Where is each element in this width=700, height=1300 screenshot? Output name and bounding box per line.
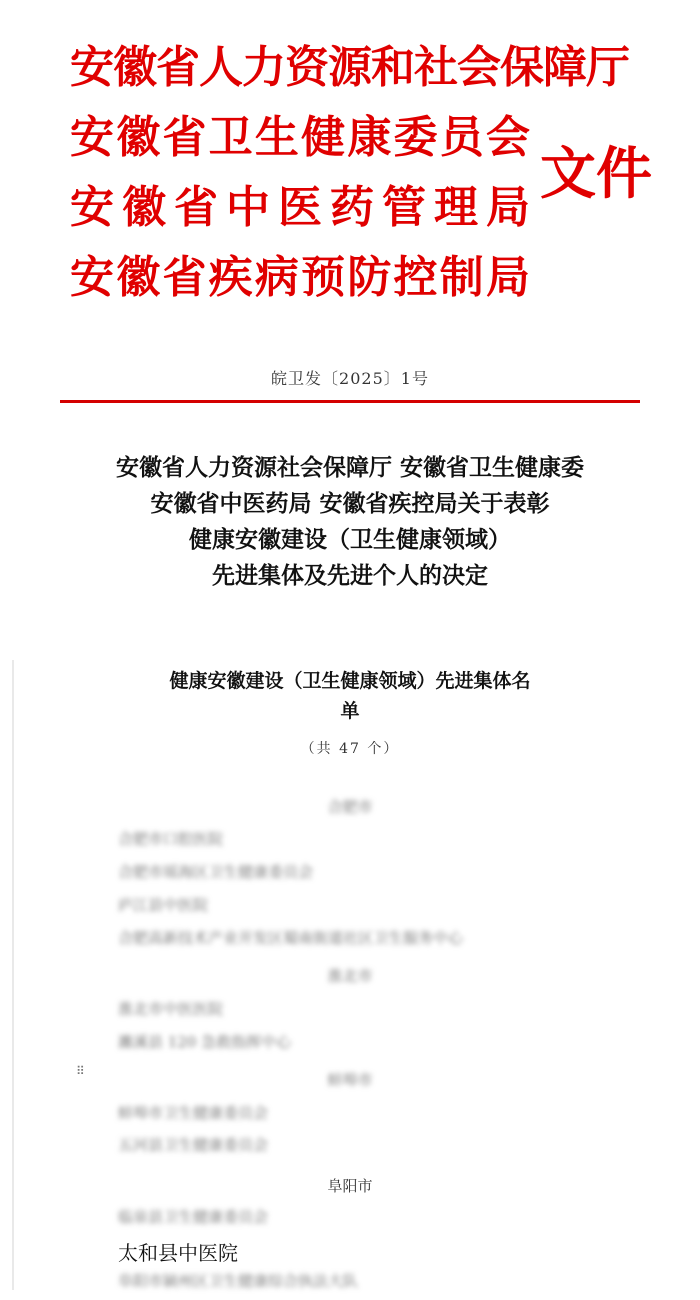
issuer-char: 安 bbox=[70, 112, 114, 163]
issuer-char: 医 bbox=[278, 182, 322, 233]
section-city-heading: 阜阳市 bbox=[327, 1177, 373, 1195]
issuer-line-tcm bbox=[70, 180, 530, 236]
list-item: 合肥市瑶海区卫生健康委员会 bbox=[118, 863, 314, 881]
name-list-title bbox=[0, 666, 700, 726]
issuer-char: 和 bbox=[371, 42, 414, 93]
issuer-char: 理 bbox=[434, 182, 478, 233]
issuer-char: 病 bbox=[254, 252, 299, 303]
list-item: 五河县卫生健康委员会 bbox=[118, 1136, 269, 1154]
issuer-char: 厅 bbox=[586, 42, 629, 93]
issuer-char: 徽 bbox=[116, 252, 161, 303]
issuer-char: 省 bbox=[162, 112, 207, 163]
drag-handle-icon[interactable]: ⠿ bbox=[76, 1064, 86, 1078]
name-list-title-line: 单 bbox=[340, 700, 360, 722]
issuer-char: 药 bbox=[330, 182, 374, 233]
letterhead-red-rule bbox=[60, 400, 640, 403]
issuer-char: 社 bbox=[414, 42, 457, 93]
issuer-char: 源 bbox=[328, 42, 371, 93]
decision-title bbox=[0, 450, 700, 594]
issuer-char: 安 bbox=[70, 42, 113, 93]
issuer-char: 康 bbox=[347, 112, 392, 163]
issuer-char: 保 bbox=[500, 42, 543, 93]
decision-title-line: 先进集体及先进个人的决定 bbox=[212, 562, 488, 589]
issuer-char: 人 bbox=[199, 42, 242, 93]
list-item: 合肥市口腔医院 bbox=[118, 830, 224, 848]
list-item: 淮北市中医医院 bbox=[118, 1000, 224, 1018]
issuer-char: 会 bbox=[485, 112, 530, 163]
list-item: 合肥高新技术产业开发区蜀南街道社区卫生服务中心 bbox=[118, 929, 464, 947]
issuer-char: 安 bbox=[70, 252, 114, 303]
issuer-line-cdc bbox=[70, 250, 530, 306]
issuer-char: 委 bbox=[393, 112, 438, 163]
issuer-char: 省 bbox=[162, 252, 207, 303]
issuer-char: 省 bbox=[174, 182, 218, 233]
issuer-char: 预 bbox=[301, 252, 346, 303]
issuer-char: 疾 bbox=[208, 252, 253, 303]
issuer-char: 局 bbox=[486, 182, 530, 233]
issuer-char: 局 bbox=[485, 252, 530, 303]
issuer-char: 力 bbox=[242, 42, 285, 93]
issuer-char: 徽 bbox=[122, 182, 166, 233]
decision-title-line: 健康安徽建设（卫生健康领域） bbox=[189, 526, 511, 553]
document-type-label: 文件 bbox=[540, 142, 652, 207]
name-list-title-line: 健康安徽建设（卫生健康领域）先进集体名 bbox=[169, 670, 531, 692]
issuer-char: 制 bbox=[439, 252, 484, 303]
list-item: 阜阳市颍州区卫生健康综合执法大队 bbox=[118, 1272, 359, 1290]
list-item: 濉溪县 120 急救指挥中心 bbox=[118, 1033, 292, 1051]
issuer-char: 省 bbox=[156, 42, 199, 93]
issuer-char: 卫 bbox=[208, 112, 253, 163]
section-city-heading: 合肥市 bbox=[327, 798, 373, 816]
issuer-char: 障 bbox=[543, 42, 586, 93]
issuer-line-health bbox=[70, 110, 530, 166]
name-list-count: （共 47 个） bbox=[300, 741, 400, 757]
issuer-line-hrss bbox=[70, 40, 629, 96]
document-number: 皖卫发〔2025〕1号 bbox=[271, 369, 429, 388]
list-item: 庐江县中医院 bbox=[118, 896, 209, 914]
issuer-char: 健 bbox=[301, 112, 346, 163]
issuer-char: 徽 bbox=[113, 42, 156, 93]
issuer-char: 安 bbox=[70, 182, 114, 233]
issuer-char: 防 bbox=[347, 252, 392, 303]
issuer-char: 控 bbox=[393, 252, 438, 303]
issuer-char: 管 bbox=[382, 182, 426, 233]
list-item: 蚌埠市卫生健康委员会 bbox=[118, 1104, 269, 1122]
issuer-char: 会 bbox=[457, 42, 500, 93]
issuer-char: 徽 bbox=[116, 112, 161, 163]
issuer-char: 资 bbox=[285, 42, 328, 93]
section-city-heading: 蚌埠市 bbox=[327, 1071, 373, 1089]
decision-title-line: 安徽省人力资源社会保障厅 安徽省卫生健康委 bbox=[115, 454, 584, 481]
decision-title-line: 安徽省中医药局 安徽省疾控局关于表彰 bbox=[150, 490, 550, 517]
issuer-char: 中 bbox=[226, 182, 270, 233]
section-city-heading: 淮北市 bbox=[327, 967, 373, 985]
issuer-char: 生 bbox=[254, 112, 299, 163]
list-item: 临泉县卫生健康委员会 bbox=[118, 1208, 269, 1226]
list-item: 太和县中医院 bbox=[118, 1241, 238, 1265]
issuer-char: 员 bbox=[439, 112, 484, 163]
